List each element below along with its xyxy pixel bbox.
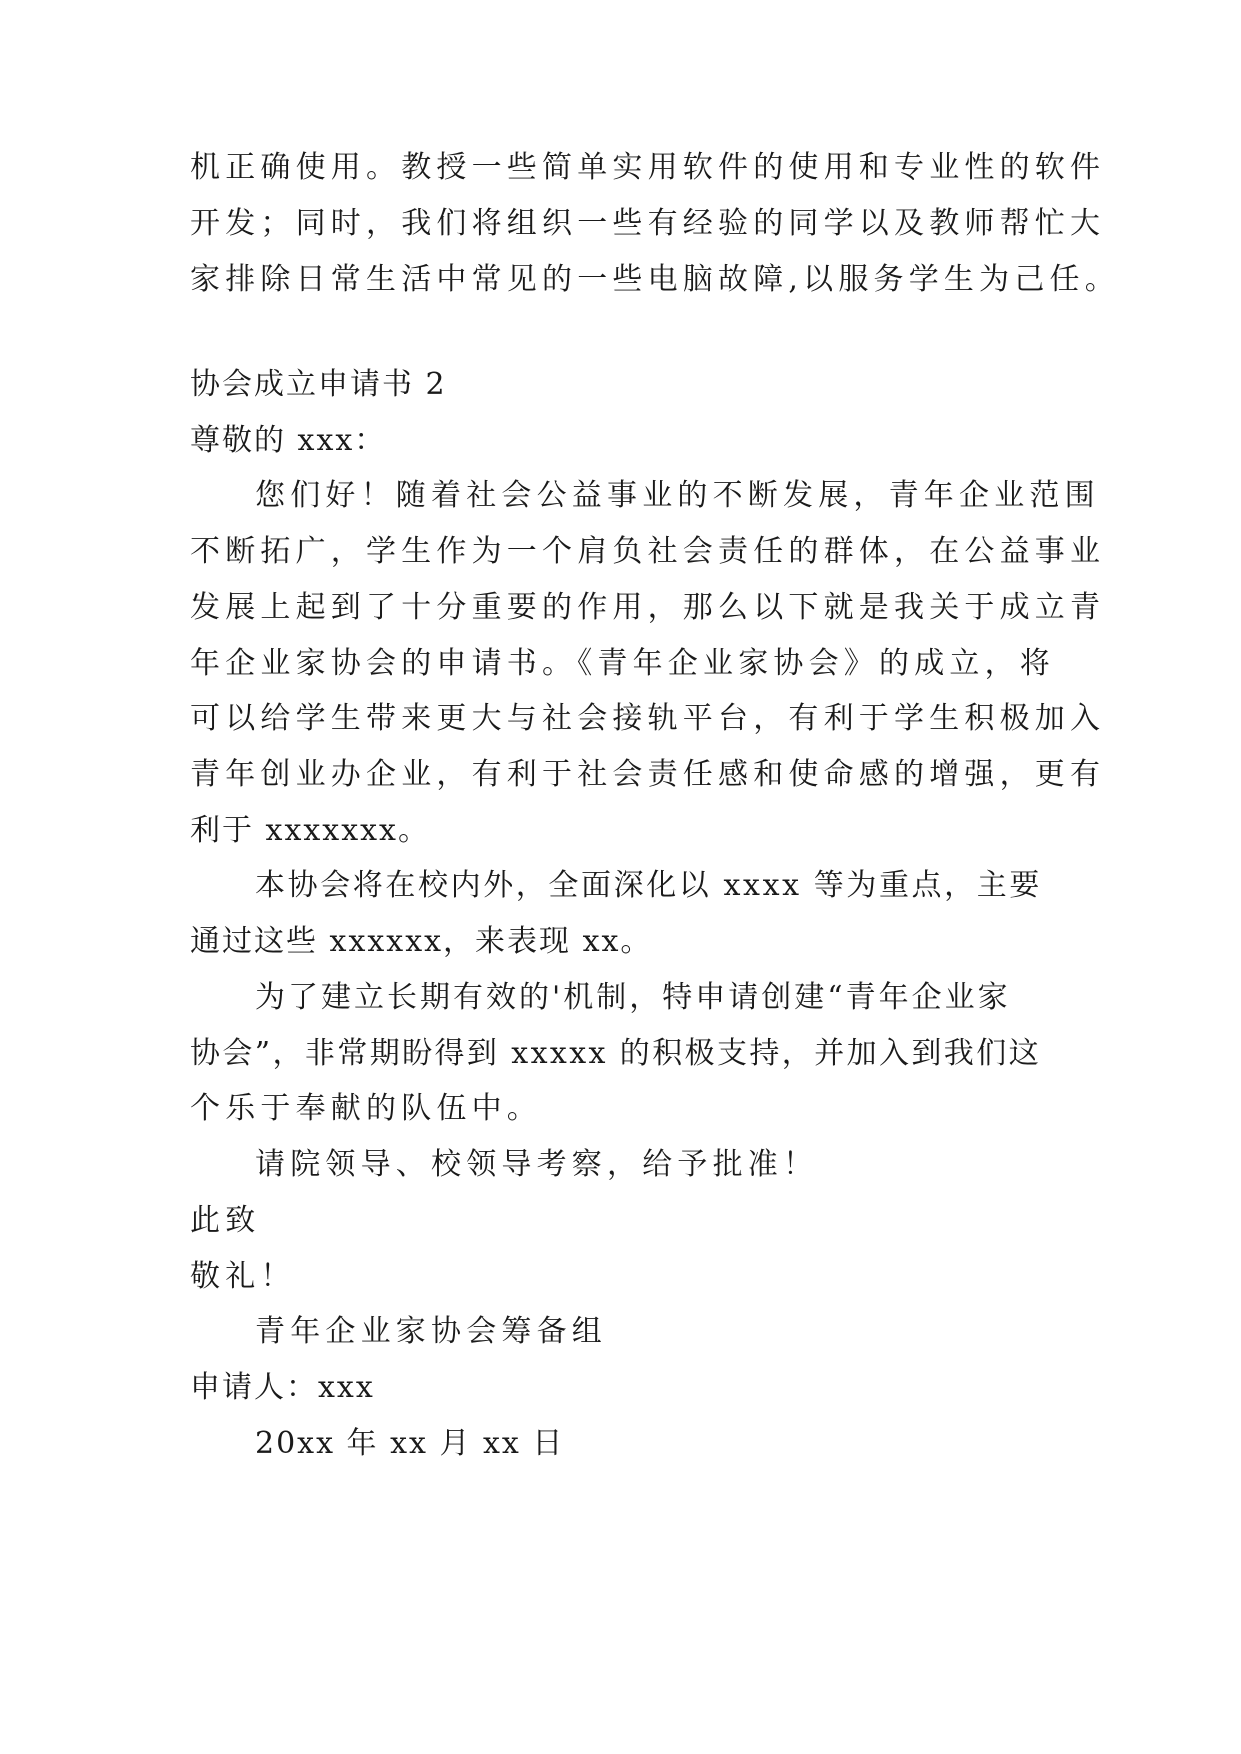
date-line: 20xx 年 xx 月 xx 日 — [255, 1426, 565, 1461]
paragraph-3-line-1: 为了建立长期有效的'机制，特申请创建“青年企业家 — [255, 980, 1011, 1015]
paragraph-2-line-1: 本协会将在校内外，全面深化以 xxxx 等为重点，主要 — [255, 868, 1042, 903]
paragraph-1-line-6: 青年创业办企业，有利于社会责任感和使命感的增强，更有 — [190, 757, 1106, 792]
intro-line-1: 机正确使用。教授一些简单实用软件的使用和专业性的软件 — [190, 150, 1106, 185]
paragraph-1-line-5: 可以给学生带来更大与社会接轨平台，有利于学生积极加入 — [190, 701, 1106, 736]
paragraph-3-line-3: 个乐于奉献的队伍中。 — [190, 1091, 542, 1126]
section-title: 协会成立申请书 2 — [190, 367, 447, 402]
paragraph-1-line-7: 利于 xxxxxxx。 — [190, 813, 430, 848]
intro-line-2: 开发；同时，我们将组织一些有经验的同学以及教师帮忙大 — [190, 206, 1106, 241]
closing-1: 此致 — [190, 1203, 261, 1238]
salutation: 尊敬的 xxx： — [190, 423, 387, 458]
intro-line-3: 家排除日常生活中常见的一些电脑故障,以服务学生为己任。 — [190, 262, 1120, 297]
paragraph-1-line-2: 不断拓广，学生作为一个肩负社会责任的群体，在公益事业 — [190, 534, 1106, 569]
paragraph-1-line-4: 年企业家协会的申请书。《青年企业家协会》的成立，将 — [190, 646, 1055, 681]
paragraph-4: 请院领导、校领导考察，给予批准！ — [255, 1147, 819, 1182]
organization-signature: 青年企业家协会筹备组 — [255, 1314, 607, 1349]
paragraph-2-line-2: 通过这些 xxxxxx，来表现 xx。 — [190, 924, 653, 959]
paragraph-3-line-2: 协会”，非常期盼得到 xxxxx 的积极支持，并加入到我们这 — [190, 1036, 1042, 1071]
closing-2: 敬礼！ — [190, 1259, 296, 1294]
paragraph-1-line-1: 您们好！随着社会公益事业的不断发展，青年企业范围 — [255, 478, 1100, 513]
paragraph-1-line-3: 发展上起到了十分重要的作用，那么以下就是我关于成立青 — [190, 590, 1106, 625]
applicant-signature: 申请人：xxx — [190, 1370, 375, 1405]
